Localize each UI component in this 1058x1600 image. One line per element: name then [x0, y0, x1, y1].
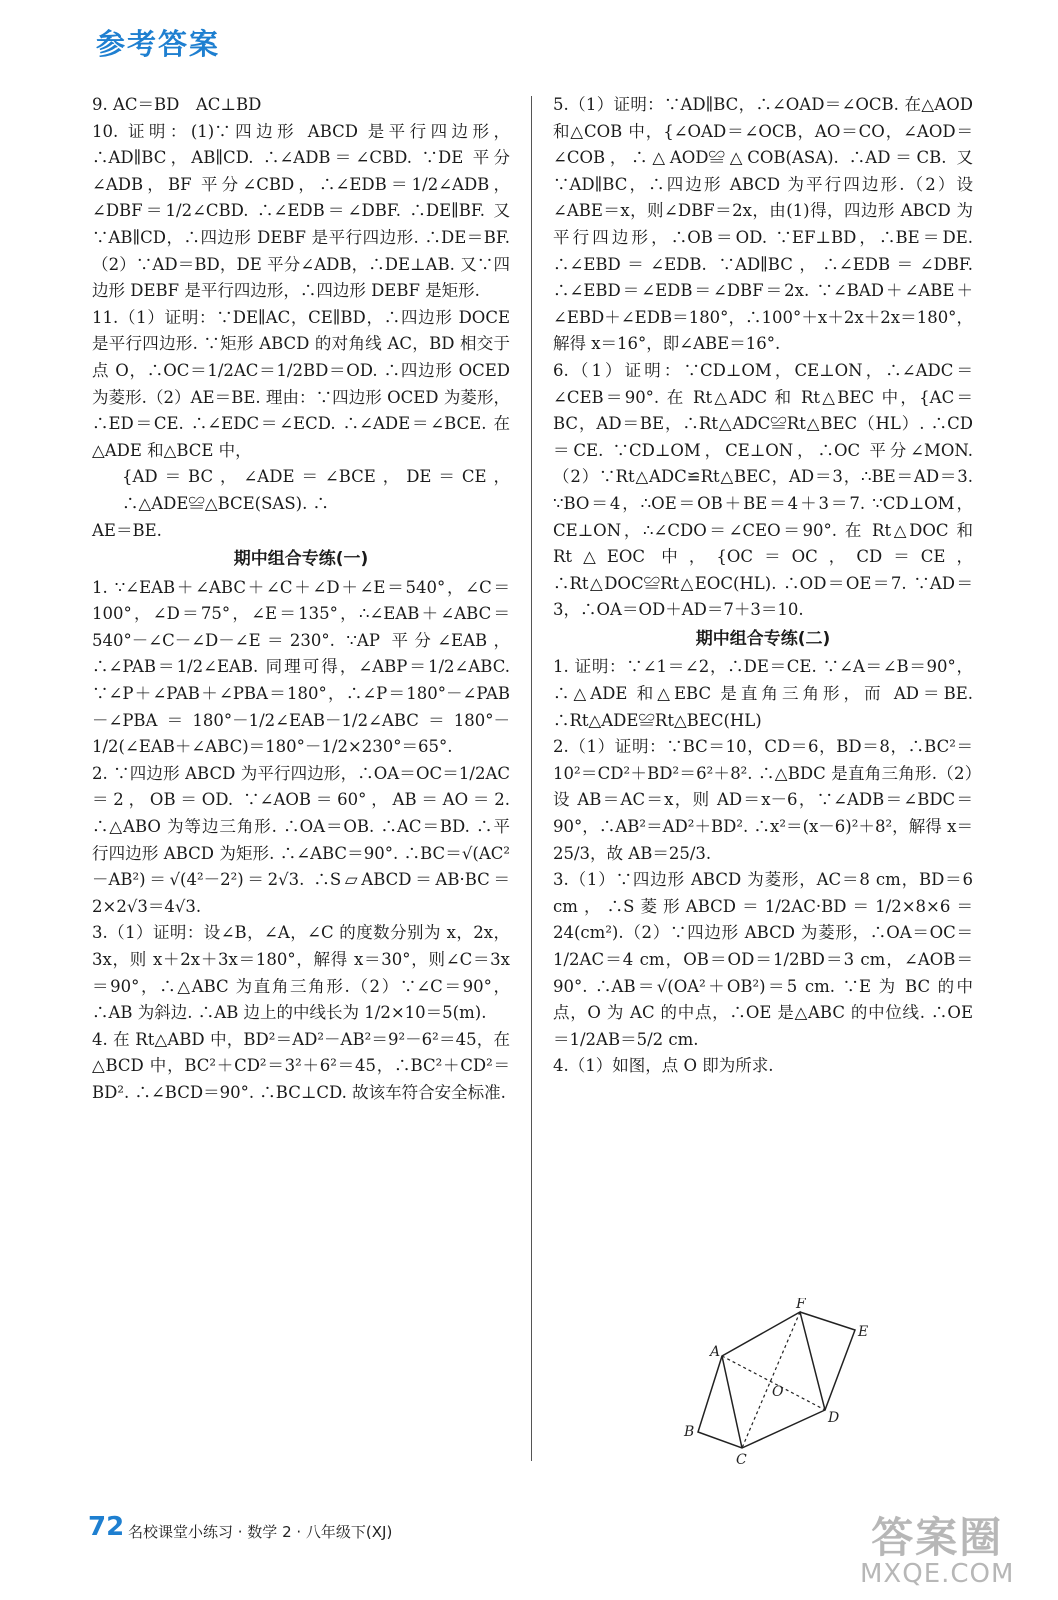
book-title: 名校课堂小练习 · 数学 2 · 八年级下(XJ)	[128, 1523, 393, 1541]
answer-11: 11.（1）证明：∵DE∥AC，CE∥BD，∴四边形 DOCE 是平行四边形. ∵矩形 ABCD 的对角线 AC，BD 相交于点 O，∴OC＝1/2AC＝1/2BD＝OD. ∴四边形 OCED 为菱形.（2）AE＝BE. 理由：∵四边形 OCED 为菱形，∴ED＝CE. ∴∠EDC＝∠ECD. ∴∠ADE＝∠BCE. 在△ADE 和△BCE 中，	[92, 307, 510, 460]
right-column	[553, 92, 973, 1080]
midterm2-answer-2: 2.（1）证明：∵BC＝10，CD＝6，BD＝8，∴BC²＝10²＝CD²＋BD²＝6²＋8². ∴△BDC 是直角三角形.（2）设 AB＝AC＝x，则 AD＝x－6，∵∠ADB＝∠BDC＝90°，∴AB²＝AD²＋BD². ∴x²＝(x－6)²＋8²，解得 x＝25/3，故 AB＝25/3.	[553, 737, 973, 863]
figure-label-b: B	[684, 1424, 695, 1440]
left-column	[92, 92, 510, 1107]
figure-label-c: C	[736, 1452, 747, 1466]
midterm1-answer-2: 2. ∵四边形 ABCD 为平行四边形，∴OA＝OC＝1/2AC＝2，OB＝OD. ∵∠AOB＝60°，AB＝AO＝2. ∴△ABO 为等边三角形. ∴OA＝OB. ∴AC＝BD. ∴平行四边形 ABCD 为矩形. ∴∠ABC＝90°. ∴BC＝√(AC²－AB²)＝√(4²－2²)＝2√3. ∴S▱ABCD＝AB·BC＝2×2√3＝4√3.	[92, 763, 510, 916]
answer-11-conclusion: AE＝BE.	[92, 520, 162, 540]
figure-outline	[698, 1312, 825, 1448]
column-divider	[531, 96, 532, 1461]
midterm1-answer-4: 4. 在 Rt△ABD 中，BD²＝AD²－AB²＝9²－6²＝45，在△BCD 中，BC²＋CD²＝3²＋6²＝45，∴BC²＋CD²＝BD². ∴∠BCD＝90°. ∴BC⊥CD. 故该车符合安全标准.	[92, 1029, 510, 1102]
midterm2-answer-3: 3.（1）∵四边形 ABCD 为菱形，AC＝8 cm，BD＝6 cm，∴S菱形ABCD＝1/2AC·BD＝1/2×8×6＝24(cm²).（2）∵四边形 ABCD 为菱形，∴OA＝OC＝1/2AC＝4 cm，OB＝OD＝1/2BD＝3 cm，∠AOB＝90°. ∴AB＝√(OA²＋OB²)＝5 cm. ∵E 为 BC 的中点，O 为 AC 的中点，∴OE 是△ABC 的中位线. ∴OE＝1/2AB＝5/2 cm.	[553, 870, 973, 1049]
geometry-figure	[680, 1298, 870, 1466]
page-header-title: 参考答案	[96, 27, 221, 61]
figure-label-o: O	[772, 1384, 784, 1400]
midterm1-answer-5: 5.（1）证明：∵AD∥BC，∴∠OAD＝∠OCB. 在△AOD 和△COB 中，{∠OAD＝∠OCB，AO＝CO，∠AOD＝∠COB，∴△AOD≌△COB(ASA). ∴AD＝CB. 又∵AD∥BC，∴四边形 ABCD 为平行四边形.（2）设∠ABE＝x，则∠DBF＝2x，由(1)得，四边形 ABCD 为平行四边形，∴OB＝OD. ∵EF⊥BD，∴BE＝DE. ∴∠EBD＝∠EDB. ∵AD∥BC，∴∠EDB＝∠DBF. ∴∠EBD＝∠EDB＝∠DBF＝2x. ∵∠BAD＋∠ABE＋∠EBD＋∠EDB＝180°，∴100°＋x＋2x＋2x＝180°，解得 x＝16°，即∠ABE＝16°.	[553, 95, 973, 354]
watermark-main-text: 答案圈	[871, 1513, 1004, 1562]
figure-diagonal-ad	[722, 1356, 825, 1410]
answer-10: 10. 证明：(1)∵四边形 ABCD 是平行四边形，∴AD∥BC，AB∥CD. ∴∠ADB＝∠CBD. ∵DE 平分∠ADB，BF 平分∠CBD，∴∠EDB＝1/2∠ADB，∠DBF＝1/2∠CBD. ∴∠EDB＝∠DBF. ∴DE∥BF. 又∵AB∥CD，∴四边形 DEBF 是平行四边形. ∴DE＝BF.（2）∵AD＝BD，DE 平分∠ADB，∴DE⊥AB. 又∵四边形 DEBF 是平行四边形，∴四边形 DEBF 是矩形.	[92, 121, 510, 301]
section-heading-midterm-1: 期中组合专练(一)	[233, 549, 369, 570]
answer-9: 9. AC＝BD AC⊥BD	[92, 95, 262, 114]
midterm2-answer-4: 4.（1）如图，点 O 即为所求.	[553, 1056, 774, 1076]
watermark-sub-text: MXQE.COM	[860, 1559, 1015, 1589]
figure-label-d: D	[828, 1410, 840, 1426]
figure-label-a: A	[710, 1344, 721, 1360]
answer-11-system: {AD＝BC，∠ADE＝∠BCE，DE＝CE，∴△ADE≌△BCE(SAS). ∴	[122, 467, 510, 513]
page-number: 72	[88, 1512, 125, 1542]
figure-diagonal-fc	[742, 1312, 800, 1448]
midterm2-answer-1: 1. 证明：∵∠1＝∠2，∴DE＝CE. ∵∠A＝∠B＝90°，∴△ADE 和△EBC 是直角三角形，而 AD＝BE. ∴Rt△ADE≌Rt△BEC(HL)	[553, 657, 973, 730]
figure-segment-ac	[722, 1356, 742, 1448]
midterm1-answer-6: 6.（1）证明：∵CD⊥OM，CE⊥ON，∴∠ADC＝∠CEB＝90°. 在 Rt△ADC 和 Rt△BEC 中，{AC＝BC，AD＝BE，∴Rt△ADC≌Rt△BEC（HL）. ∴CD＝CE. ∵CD⊥OM，CE⊥ON，∴OC 平分∠MON.（2）∵Rt△ADC≌Rt△BEC，AD＝3，∴BE＝AD＝3. ∵BO＝4，∴OE＝OB＋BE＝4＋3＝7. ∵CD⊥OM，CE⊥ON，∴∠CDO＝∠CEO＝90°. 在 Rt△DOC 和 Rt△EOC 中，{OC＝OC，CD＝CE，∴Rt△DOC≌Rt△EOC(HL). ∴OD＝OE＝7. ∵AD＝3，∴OA＝OD＋AD＝7＋3＝10.	[553, 360, 974, 620]
midterm1-answer-1: 1. ∵∠EAB＋∠ABC＋∠C＋∠D＋∠E＝540°，∠C＝100°，∠D＝75°，∠E＝135°，∴∠EAB＋∠ABC＝540°－∠C－∠D－∠E＝230°. ∵AP 平分∠EAB，∴∠PAB＝1/2∠EAB. 同理可得，∠ABP＝1/2∠ABC. ∵∠P＋∠PAB＋∠PBA＝180°，∴∠P＝180°－∠PAB－∠PBA＝180°－1/2∠EAB－1/2∠ABC＝180°－1/2(∠EAB＋∠ABC)＝180°－1/2×230°＝65°.	[92, 577, 510, 757]
midterm1-answer-3: 3.（1）证明：设∠B，∠A，∠C 的度数分别为 x，2x，3x，则 x＋2x＋3x＝180°，解得 x＝30°，则∠C＝3x＝90°，∴△ABC 为直角三角形.（2）∵∠C＝90°，∴AB 为斜边. ∴AB 边上的中线长为 1/2×10＝5(m).	[92, 923, 510, 1023]
figure-label-e: E	[858, 1324, 869, 1340]
watermark-logo	[860, 1505, 1014, 1589]
figure-triangle-fed	[800, 1312, 855, 1410]
section-heading-midterm-2: 期中组合专练(二)	[695, 628, 831, 649]
figure-label-f: F	[796, 1298, 806, 1312]
